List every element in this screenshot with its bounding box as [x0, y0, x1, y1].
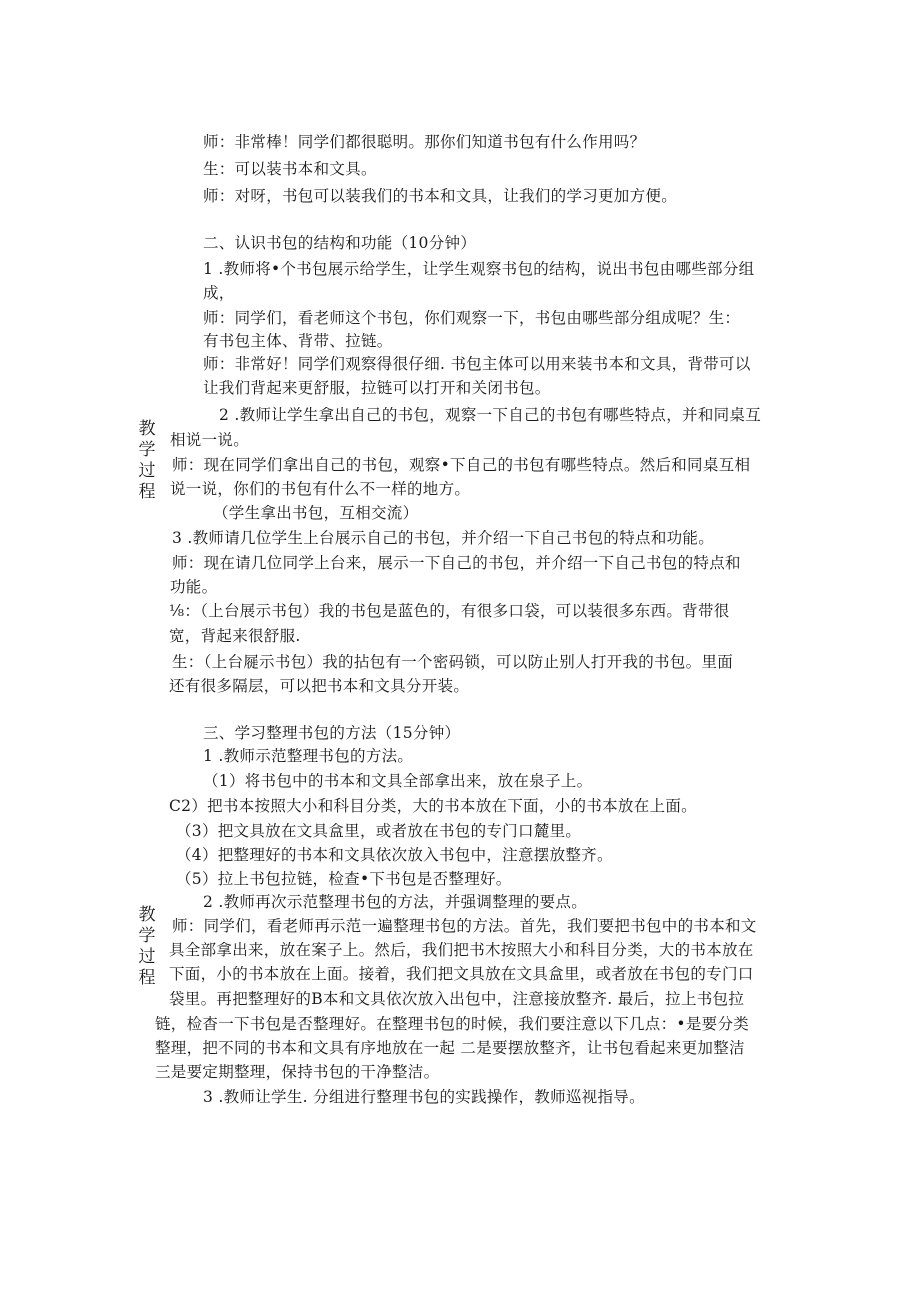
- dialogue-student: 生：（上台屣示书包）我的拈包有一个密码锁，可以防止别人打开我的书包。里面: [172, 653, 734, 671]
- dialogue-student: 有书包主体、背带、拉链。: [203, 332, 393, 350]
- substep-item: （3）把文具放在文具盒里，或者放在书包的专门口麓里。: [176, 822, 582, 840]
- step-item: 2 .教师让学生拿出自己的书包，观察一下自己的书包有哪些特点，并和同桌互: [219, 406, 762, 424]
- dialogue-teacher: 师：非常棒！同学们都很聪明。那你们知道书包有什么作用吗？: [203, 133, 646, 151]
- dialogue-teacher-continued: 让我们背起来更舒服，拉链可以打开和关闭书包。: [203, 379, 551, 397]
- step-item: 1 .教师示范整理书包的方法。: [203, 747, 414, 765]
- dialogue-teacher-continued: 链，检杳一下书包是否整理好。在整理书包的时候，我们要注意以下几点：•是要分类: [155, 1015, 750, 1033]
- step-item-continued: 相说一说。: [170, 431, 250, 449]
- dialogue-teacher: 师：同学们，看老师这个书包，你们观察一下，书包由哪些部分组成呢？生：: [203, 309, 741, 327]
- side-label-teaching-process: 教 学 过 程: [138, 905, 156, 988]
- stage-direction: （学生拿出书包，互相交流）: [213, 504, 419, 522]
- step-item: 2 .教师再次示范整理书包的方法，并强调整理的要点。: [203, 893, 588, 911]
- dialogue-teacher-continued: 袋里。再把整理好的B本和文具依次放入出包中，注意接放整齐. 最后，拉上书包拉: [169, 990, 745, 1008]
- dialogue-teacher-continued: 说一说，你们的书包有什么不一样的地方。: [170, 480, 471, 498]
- dialogue-teacher: 师：现在同学们拿出自己的书包，观察•下自己的书包有哪些特点。然后和同桌互相: [172, 456, 751, 474]
- dialogue-student: ⅛：（上台展示书包）我的书包是蓝色的，有很多口袋，可以装很多东西。背带很: [169, 602, 730, 620]
- dialogue-teacher: 师：同学们，看老师再示范一遍整理书包的方法。首先，我们要把书包中的书本和文: [172, 917, 757, 935]
- dialogue-teacher-continued: 下面，小的书本放在上面。接着，我们把文具放在文具盒里，或者放在书包的专门口: [169, 965, 754, 983]
- dialogue-teacher-continued: 三是要定期整理，保持书包的干净整洁。: [155, 1063, 440, 1081]
- dialogue-teacher-continued: 功能。: [170, 578, 218, 596]
- substep-item: （4）把整理好的书本和文具依次放入书包中，注意摆放整齐。: [176, 846, 613, 864]
- section-heading: 二、认识书包的结构和功能（10分钟）: [203, 234, 477, 252]
- step-item: 3 .教师请几位学生上台展示自己的书包，并介绍一下自己书包的特点和功能。: [172, 529, 715, 547]
- section-heading: 三、学习整理书包的方法（15分钟）: [203, 724, 461, 742]
- dialogue-teacher: 师：非常好！同学们观察得很仔细. 书包主体可以用来装书本和文具，背带可以: [203, 355, 751, 373]
- dialogue-student-continued: 宽，背起来很舒服.: [169, 627, 301, 645]
- dialogue-student: 生：可以装书本和文具。: [203, 160, 377, 178]
- dialogue-student-continued: 还有很多隔层，可以把书本和文具分开装。: [169, 677, 470, 695]
- substep-item: （1）将书包中的书本和文具全部拿出来，放在泉子上。: [203, 772, 593, 790]
- substep-item: （5）拉上书包拉链，检查•下书包是否整理好。: [176, 870, 512, 888]
- dialogue-teacher-continued: 整理，把不同的书本和文具有序地放在一起 二是要摆放整齐，让书包看起来更加整洁: [155, 1039, 745, 1057]
- dialogue-teacher: 师：现在请几位同学上台来，展示一下自己的书包，并介绍一下自己书包的特点和: [172, 554, 741, 572]
- dialogue-teacher: 师：对呀，书包可以装我们的书本和文具，让我们的学习更加方便。: [203, 187, 678, 205]
- step-item-continued: 成，: [203, 284, 235, 302]
- substep-item: C2）把书本按照大小和科目分类，大的书本放在下面，小的书本放在上面。: [169, 797, 697, 815]
- side-label-teaching-process: 教 学 过 程: [138, 419, 156, 502]
- step-item: 3 .教师让学生. 分组进行整理书包的实践操作，教师巡视指导。: [203, 1088, 645, 1106]
- dialogue-teacher-continued: 具全部拿出来，放在案子上。然后，我们把书木按照大小和科目分类，大的书本放在: [169, 941, 754, 959]
- step-item: 1 .教师将•个书包展示给学生，让学生观察书包的结构，说出书包由哪些部分组: [203, 260, 755, 278]
